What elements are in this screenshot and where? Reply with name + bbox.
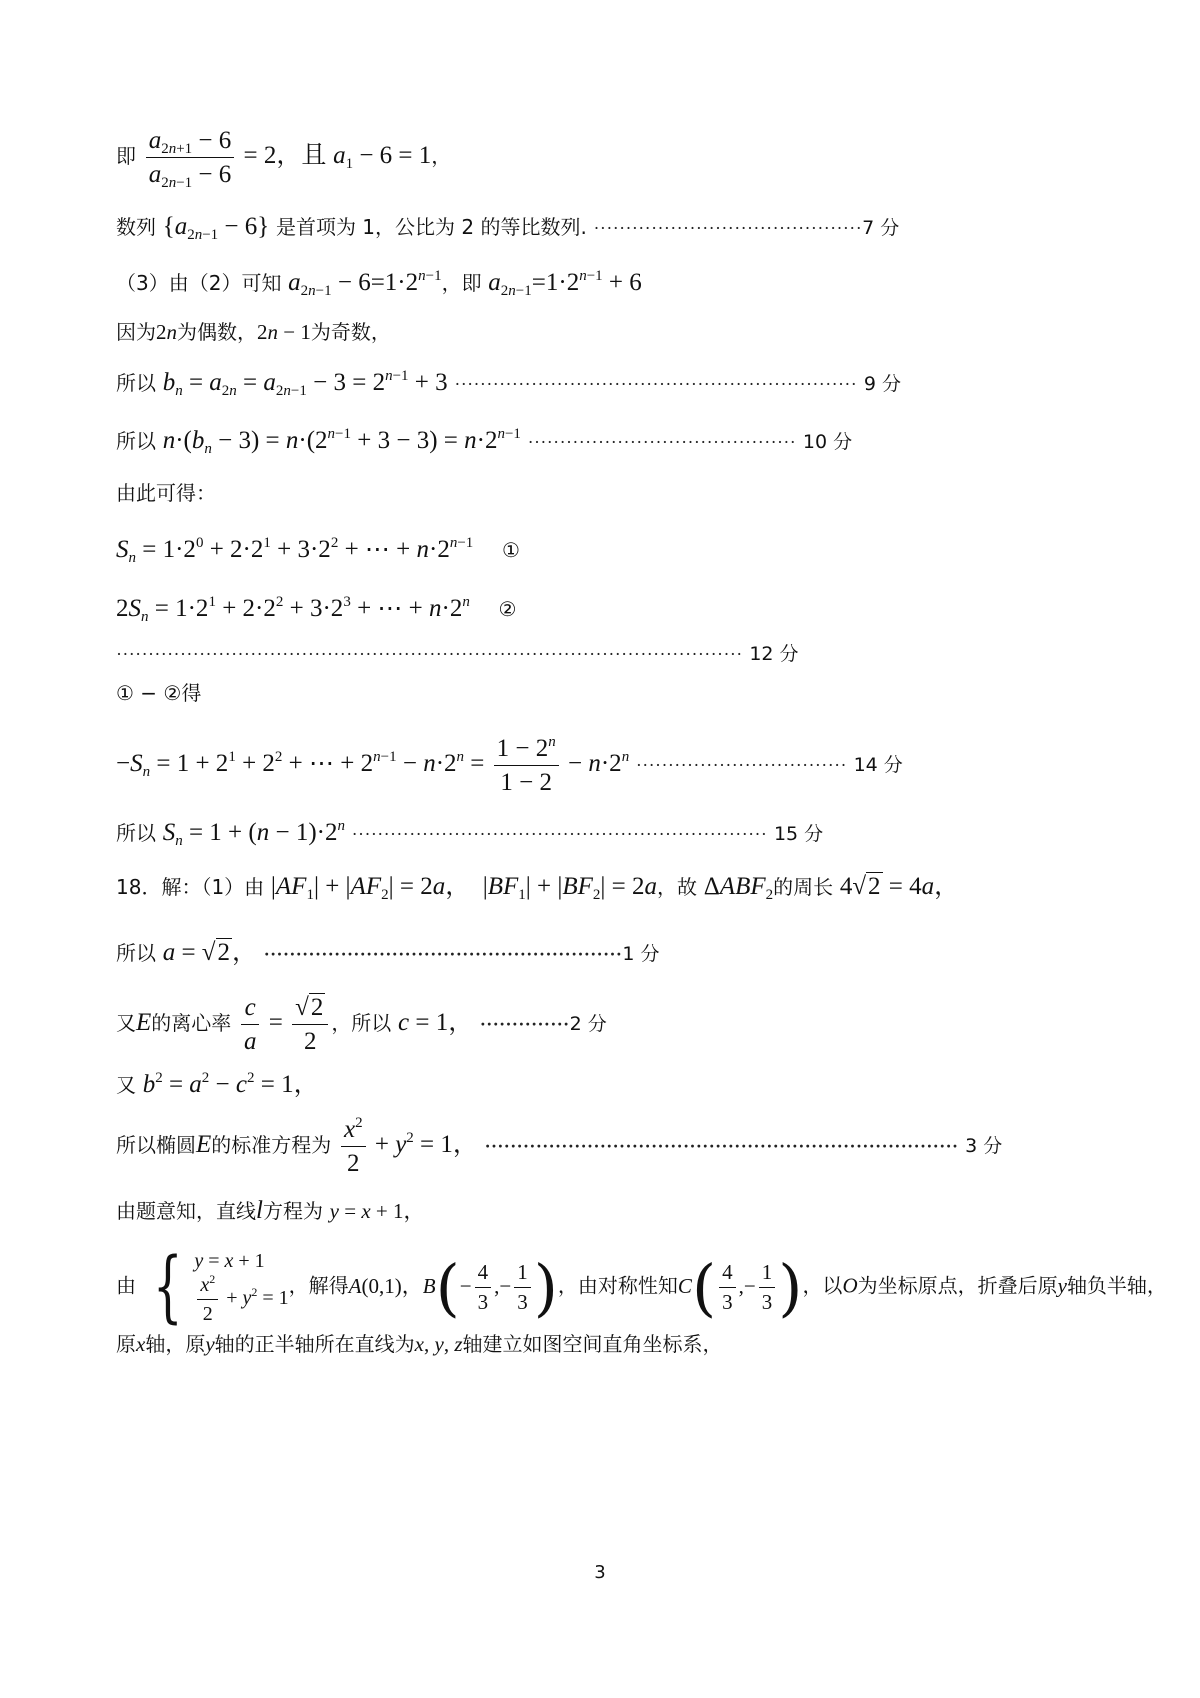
score: 10 分 — [802, 431, 853, 453]
text: 的离心率 — [151, 1011, 232, 1036]
page-number: 3 — [594, 1562, 606, 1583]
line-geometric-sequence — [116, 213, 900, 243]
score: 3 分 — [965, 1135, 1003, 1158]
line-hence — [116, 483, 216, 504]
formula: $a_{2n-1} - 6=1\cdot 2^{n-1}$ — [288, 268, 442, 299]
formula: $a_{2n-1}=1\cdot 2^{n-1} + 6$ — [488, 268, 642, 299]
text: 轴负半轴， — [1066, 1273, 1167, 1298]
dot-leader: ·········································································· — [484, 1136, 959, 1157]
line-line-equation — [116, 1198, 424, 1223]
formula: x, y, z — [414, 1332, 463, 1356]
text: 数列 — [116, 215, 156, 239]
text: 由此可得： — [116, 481, 216, 505]
line-a-value — [116, 940, 659, 965]
text: 即 — [116, 144, 136, 169]
formula: y = x + 1， — [329, 1199, 425, 1223]
formula: $\{a_{2n-1} - 6\}$ — [162, 213, 270, 243]
score: 2 分 — [569, 1013, 607, 1036]
text: 所以 — [116, 941, 156, 965]
line-sn — [116, 535, 520, 566]
text: 为偶数， — [177, 320, 257, 344]
line-neg-sn — [116, 736, 903, 795]
text: ，由对称性知 — [557, 1273, 678, 1298]
fraction: $\frac{a_{2n+1} - 6}{a_{2n-1} - 6}$ — [143, 142, 244, 169]
dot-leader: ·········································· — [593, 218, 863, 238]
text: 轴的正半轴所在直线为 — [214, 1332, 415, 1356]
formula: $n\cdot(b_n - 3) = n\cdot(2^{n-1} + 3 - 3) = n\cdot 2^{n-1}$ — [162, 426, 521, 457]
text: 所以椭圆 — [116, 1133, 196, 1158]
text: 所以 — [116, 429, 156, 453]
formula: x — [136, 1332, 146, 1356]
formula: $\frac{c}{a}$ = $\frac{√2}{2}$ — [238, 1009, 331, 1036]
line-ellipse-equation — [116, 1117, 1002, 1176]
dot-leader: ························································ — [263, 944, 623, 964]
text: 又 — [116, 1011, 136, 1036]
text: ，以 — [802, 1273, 843, 1298]
text: ，解得 — [288, 1273, 349, 1298]
formula: $-S_n = 1 + 2^1 + 2^2$ + ⋯ + $2^{n-1} - n\cdot 2^n$ = $\frac{1 - 2^n}{1 - 2}$ − $n\cdot 2^n$ — [116, 734, 630, 796]
line-score-12 — [116, 643, 799, 664]
formula: $S_n = 1 + (n - 1)\cdot 2^n$ — [162, 818, 345, 849]
text: 18．解：（1）由 — [116, 875, 265, 899]
text: 由 — [116, 1273, 136, 1298]
text: 所以 — [116, 821, 156, 845]
text: 的标准方程为 — [211, 1133, 332, 1158]
formula: $\frac{x^2}{2}$ + $y^2 = 1$， — [338, 1131, 478, 1158]
formula: c = 1， — [398, 1009, 474, 1037]
equation-marker: ① — [502, 538, 520, 562]
text: 轴，原 — [145, 1332, 206, 1356]
line-eccentricity — [116, 995, 607, 1054]
dot-leader: ·································································································· — [116, 644, 743, 664]
score: 14 分 — [853, 754, 903, 777]
formula: 2n − 1 — [257, 320, 311, 344]
score: 15 分 — [773, 823, 824, 845]
text: ，所以 — [331, 1011, 392, 1036]
score: 7 分 — [862, 217, 900, 239]
formula: A(0,1)，B(− $\frac{4}{3}$ ,− $\frac{1}{3}$ ) — [348, 1250, 558, 1324]
equation-marker: ② — [498, 597, 517, 621]
formula: $a_1 - 6 = 1$ — [333, 142, 432, 172]
line-coordinate-system — [116, 1334, 723, 1355]
score: 1 分 — [622, 943, 660, 965]
formula: $|AF_1| + |AF_2| = 2a$， $|BF_1| + |BF_2| = 2a$ — [270, 873, 658, 903]
line-2sn — [116, 594, 517, 625]
line-bn — [116, 368, 902, 399]
line-subtract — [116, 683, 201, 704]
formula: $b_n = a_{2n} = a_{2n-1} - 3 = 2^{n-1} + 3$ — [162, 368, 448, 399]
formula: E — [136, 1009, 152, 1037]
text: 为坐标原点，折叠后原 — [857, 1273, 1058, 1298]
line-q18 — [116, 873, 960, 903]
text: 轴建立如图空间直角坐标系， — [462, 1332, 723, 1356]
text: 方程为 — [262, 1199, 323, 1223]
formula: 4√2 = 4a， — [839, 873, 960, 900]
equation-system: { y = x + 1 $\frac{x^2}{2}$ + $y^2 = 1$ — [152, 1242, 289, 1332]
line-part3 — [116, 268, 642, 299]
dot-leader: ·········································· — [527, 432, 797, 452]
formula: 2n — [156, 320, 177, 344]
dot-leader: ································································· — [351, 824, 768, 844]
formula: E — [196, 1131, 212, 1159]
dot-leader: ································· — [635, 755, 847, 776]
text: 因为 — [116, 320, 156, 344]
text: = 2，且 — [243, 142, 327, 170]
formula: y — [205, 1332, 215, 1356]
formula: $b^2 = a^2 - c^2 = 1$， — [142, 1070, 319, 1098]
dot-leader: ······························································· — [454, 374, 858, 394]
formula: O — [842, 1273, 858, 1298]
formula: l — [256, 1197, 263, 1224]
text: ① − ②得 — [116, 681, 202, 705]
text: 由题意知，直线 — [116, 1199, 256, 1223]
formula: y — [1057, 1273, 1067, 1298]
line-ratio-equation — [116, 127, 452, 191]
text: ，故 — [657, 875, 698, 899]
text: 为奇数， — [310, 320, 391, 344]
formula: C( $\frac{4}{3}$ ,− $\frac{1}{3}$ ) — [677, 1250, 803, 1324]
score: 12 分 — [749, 643, 799, 665]
text: 是首项为 1，公比为 2 的等比数列. — [275, 215, 587, 239]
text: ，即 — [441, 271, 482, 295]
text: ， — [431, 144, 452, 169]
formula: a = √2， — [162, 939, 258, 966]
line-b-squared — [116, 1072, 319, 1097]
text: （3）由（2）可知 — [116, 271, 282, 295]
line-parity — [116, 322, 391, 343]
text: 原 — [116, 1332, 136, 1356]
formula: $S_n = 1\cdot 2^0 + 2\cdot 2^1 + 3\cdot 2^2$ + ⋯ + $n\cdot 2^{n-1}$ — [116, 535, 474, 566]
formula: $\Delta ABF_2$ — [703, 873, 774, 903]
score: 9 分 — [863, 373, 902, 395]
text: 的周长 — [773, 875, 834, 899]
dot-leader: ·············· — [479, 1014, 570, 1035]
line-n-bn — [116, 426, 853, 457]
line-sn-result — [116, 818, 824, 849]
line-system-solve — [116, 1242, 1167, 1332]
formula: $2S_n = 1\cdot 2^1 + 2\cdot 2^2 + 3\cdot 2^3$ + ⋯ + $n\cdot 2^n$ — [116, 594, 470, 625]
text: 又 — [116, 1073, 136, 1097]
text: 所以 — [116, 371, 156, 395]
